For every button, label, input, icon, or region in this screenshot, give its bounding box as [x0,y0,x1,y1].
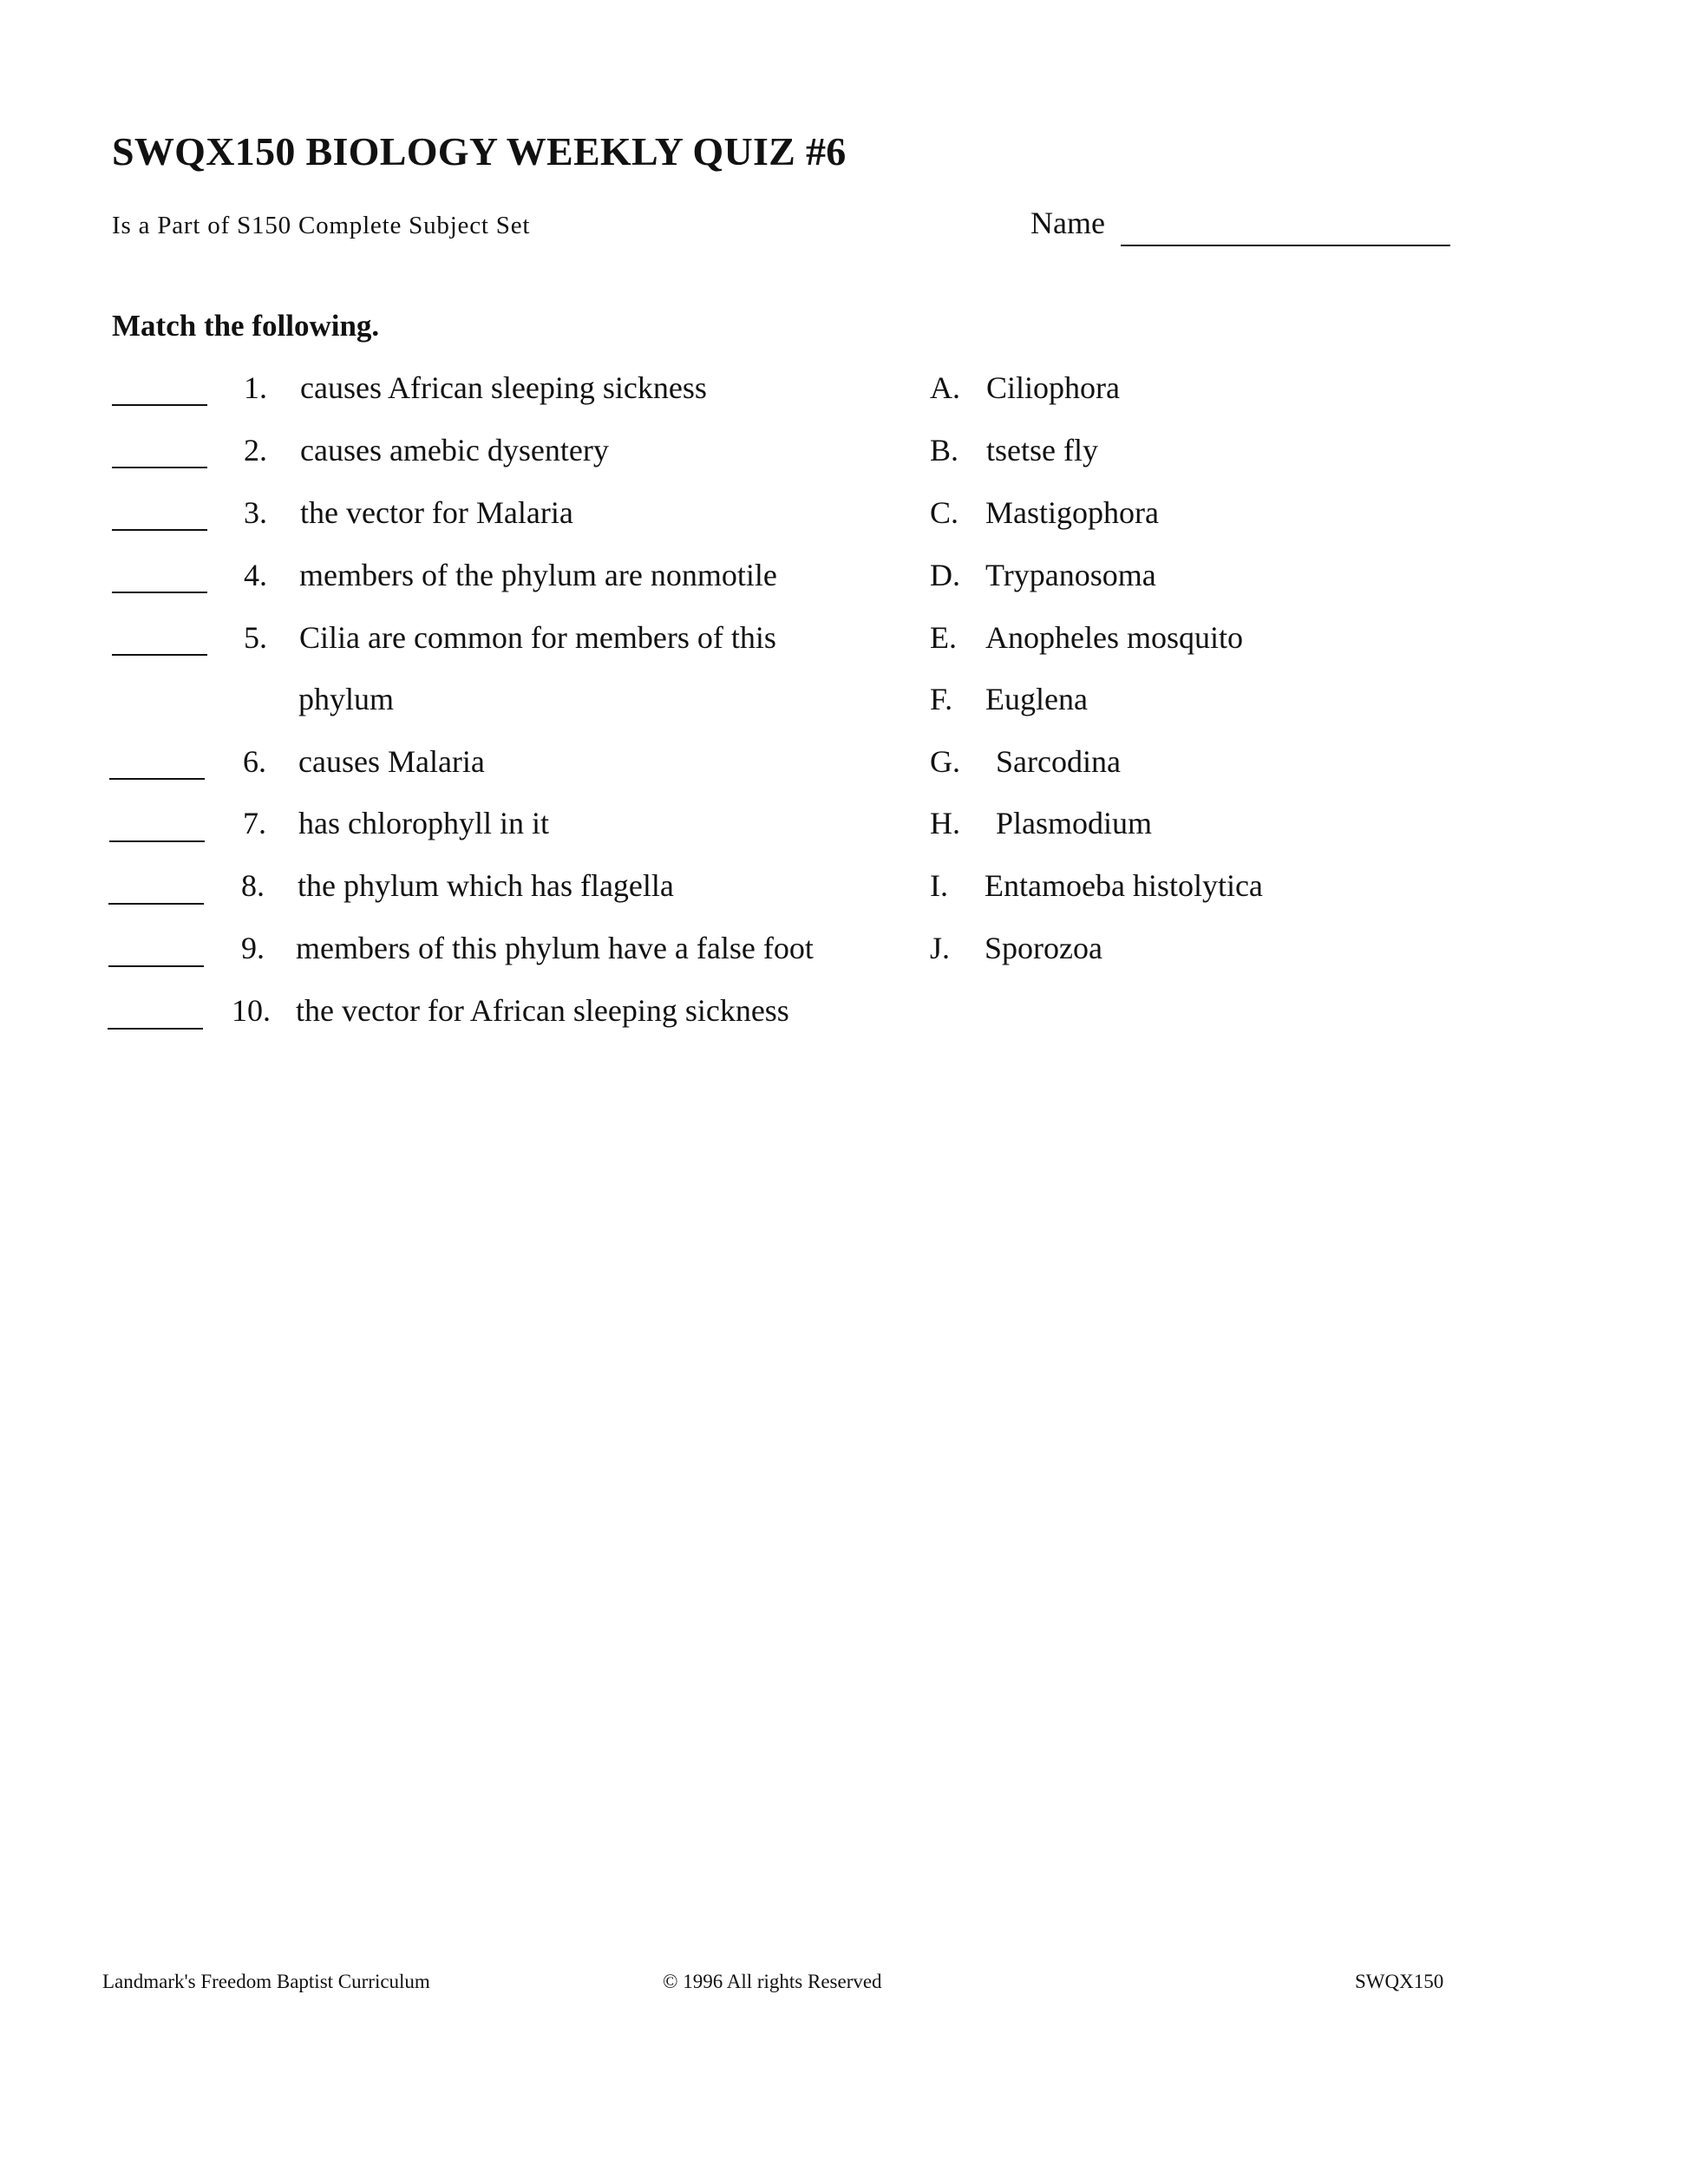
name-label: Name [1030,206,1105,240]
question-number: 1. [244,370,267,405]
name-field-line[interactable] [1121,245,1450,246]
question-text: members of this phylum have a false foot [296,931,814,965]
question-text: the phylum which has flagella [298,868,674,903]
question-text: Cilia are common for members of this [299,620,776,655]
question-number: 10. [232,993,271,1028]
answer-blank[interactable] [109,840,205,842]
option-letter: E. [930,620,957,655]
answer-blank[interactable] [112,404,207,406]
option-letter: A. [930,370,960,405]
answer-blank[interactable] [112,654,207,656]
question-text: causes amebic dysentery [300,433,609,468]
option-text: Sarcodina [996,744,1121,779]
option-text: Sporozoa [985,931,1102,965]
option-text: Anopheles mosquito [985,620,1243,655]
question-number: 7. [243,806,266,840]
question-text: the vector for Malaria [300,495,573,530]
answer-blank[interactable] [108,1028,203,1030]
footer-publisher: Landmark's Freedom Baptist Curriculum [102,1971,430,1992]
question-number: 5. [244,620,267,655]
option-text: Plasmodium [996,806,1153,840]
option-letter: C. [930,495,959,530]
footer-code: SWQX150 [1355,1971,1444,1992]
question-text: has chlorophyll in it [298,806,549,840]
option-letter: F. [930,682,953,716]
question-number: 6. [243,744,266,779]
question-text: causes African sleeping sickness [300,370,707,405]
option-text: Euglena [985,682,1088,716]
option-letter: G. [930,744,960,779]
option-text: Ciliophora [986,370,1120,405]
question-text: causes Malaria [298,744,485,779]
option-text: Mastigophora [985,495,1159,530]
answer-blank[interactable] [112,529,207,531]
option-text: Entamoeba histolytica [985,868,1263,903]
question-number: 3. [244,495,267,530]
option-text: Trypanosoma [985,558,1156,592]
question-number: 9. [241,931,265,965]
option-letter: I. [930,868,948,903]
subject-set-note: Is a Part of S150 Complete Subject Set [112,212,531,239]
question-number: 2. [244,433,267,468]
answer-blank[interactable] [108,965,204,967]
option-letter: D. [930,558,960,592]
question-text-continued: phylum [298,682,395,716]
option-letter: B. [930,433,959,468]
answer-blank[interactable] [109,778,205,780]
question-number: 4. [244,558,267,592]
footer-copyright: © 1996 All rights Reserved [663,1971,882,1992]
answer-blank[interactable] [112,592,207,593]
answer-blank[interactable] [112,467,207,468]
option-letter: H. [930,806,960,840]
instructions: Match the following. [112,309,380,343]
option-letter: J. [930,931,951,965]
question-number: 8. [241,868,265,903]
question-text: the vector for African sleeping sickness [296,993,789,1028]
quiz-title: SWQX150 BIOLOGY WEEKLY QUIZ #6 [112,129,847,173]
question-text: members of the phylum are nonmotile [299,558,777,592]
answer-blank[interactable] [108,903,204,905]
option-text: tsetse fly [986,433,1098,468]
